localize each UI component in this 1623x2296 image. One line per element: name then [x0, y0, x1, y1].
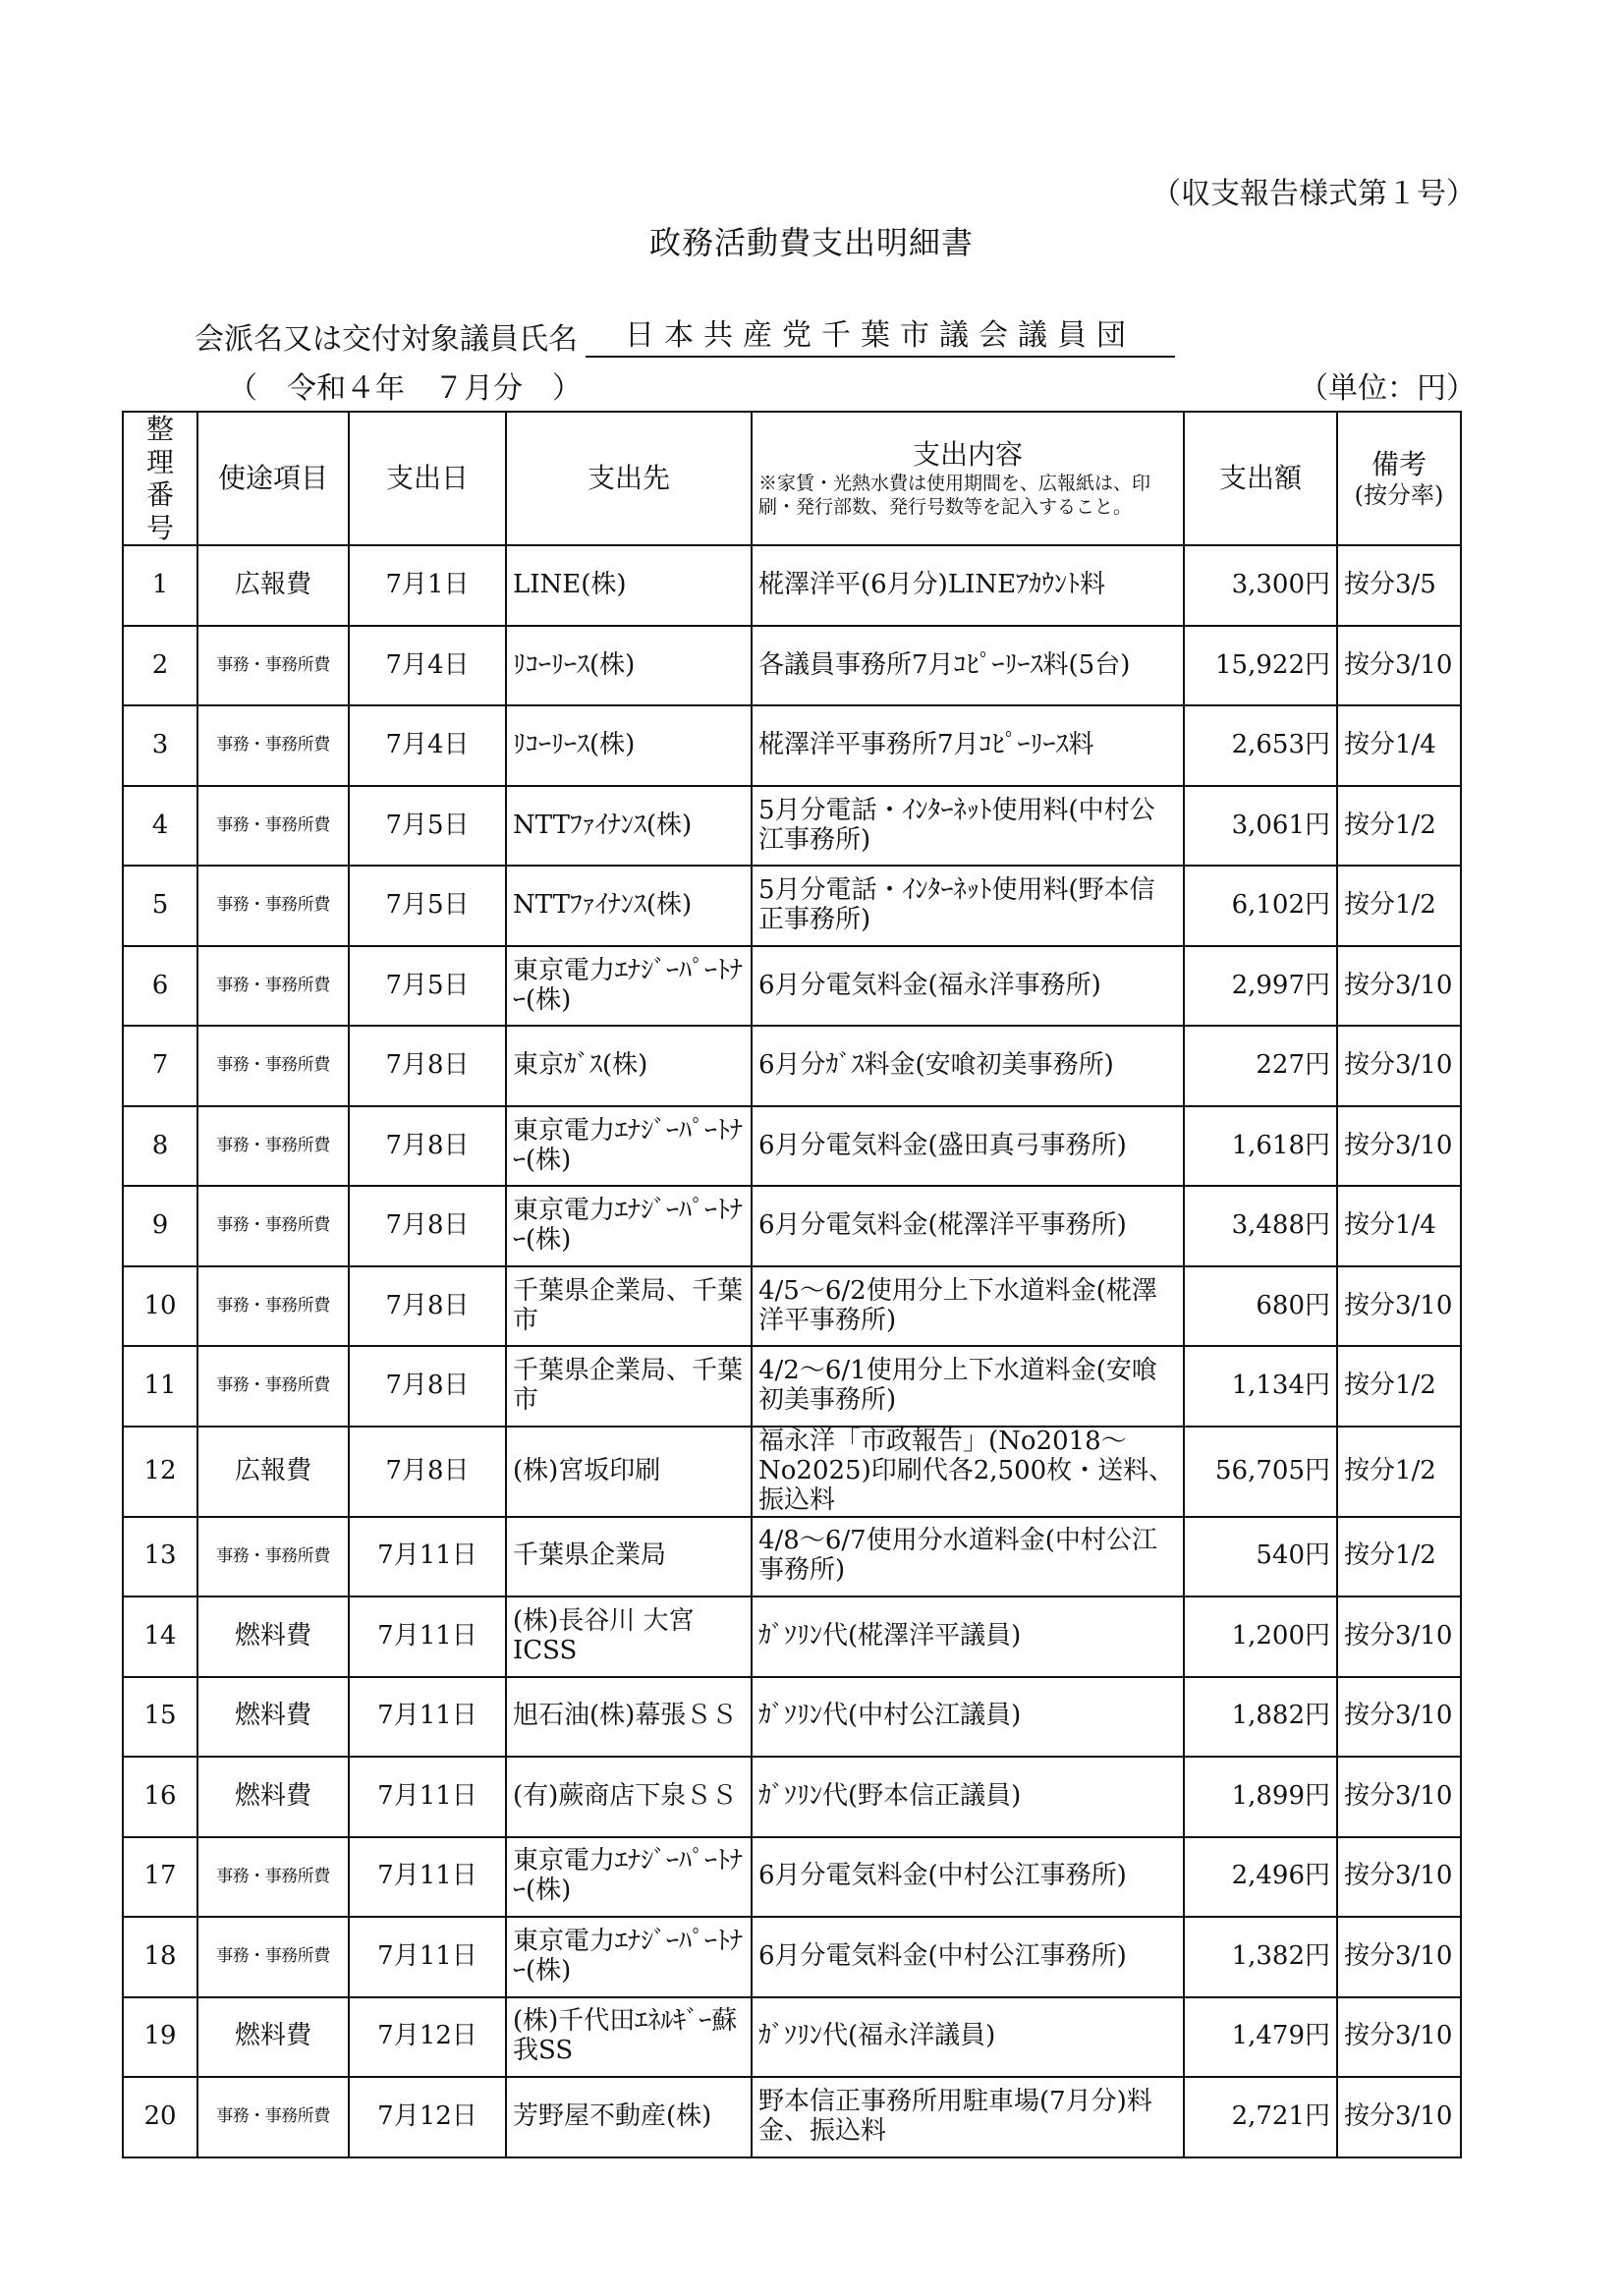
usage-item: 事務・事務所費 [197, 1106, 349, 1187]
payee: 芳野屋不動産(株) [506, 2077, 752, 2157]
usage-item: 燃料費 [197, 1997, 349, 2078]
expense-date: 7月5日 [349, 866, 506, 946]
row-number: 15 [123, 1677, 197, 1758]
expense-amount: 2,721円 [1184, 2077, 1337, 2157]
currency-unit: （単位：円） [1299, 371, 1476, 406]
row-number: 17 [123, 1837, 197, 1918]
expense-date: 7月11日 [349, 1917, 506, 1997]
expense-date: 7月8日 [349, 1106, 506, 1187]
table-row [123, 1427, 1461, 1517]
row-number: 2 [123, 626, 197, 706]
expense-date: 7月8日 [349, 1026, 506, 1106]
allocation-ratio: 按分3/10 [1337, 1917, 1461, 1997]
allocation-ratio: 按分3/10 [1337, 1596, 1461, 1677]
table-row [123, 1757, 1461, 1837]
table-row [123, 1997, 1461, 2078]
expense-amount: 1,882円 [1184, 1677, 1337, 1758]
table-row [123, 1677, 1461, 1758]
expense-amount: 227円 [1184, 1026, 1337, 1106]
row-number: 8 [123, 1106, 197, 1187]
usage-item: 事務・事務所費 [197, 946, 349, 1027]
row-number: 14 [123, 1596, 197, 1677]
table-row [123, 1917, 1461, 1997]
expense-date: 7月5日 [349, 786, 506, 867]
expense-amount: 2,997円 [1184, 946, 1337, 1027]
header-payee: 支出先 [506, 412, 752, 545]
usage-item: 事務・事務所費 [197, 2077, 349, 2157]
expense-date: 7月11日 [349, 1837, 506, 1918]
expense-amount: 56,705円 [1184, 1427, 1337, 1517]
allocation-ratio: 按分3/10 [1337, 946, 1461, 1027]
usage-item: 事務・事務所費 [197, 1026, 349, 1106]
usage-item: 事務・事務所費 [197, 1346, 349, 1427]
payee: 東京電力ｴﾅｼﾞｰﾊﾟｰﾄﾅｰ(株) [506, 946, 752, 1027]
table-row [123, 1266, 1461, 1347]
usage-item: 事務・事務所費 [197, 1837, 349, 1918]
expense-content: 6月分電気料金(中村公江事務所) [752, 1917, 1184, 1997]
expense-content: 6月分電気料金(中村公江事務所) [752, 1837, 1184, 1918]
table-row [123, 545, 1461, 626]
group-name: 日本共産党千葉市議会議員団 [586, 310, 1175, 358]
header-row [123, 412, 1461, 545]
row-number: 13 [123, 1517, 197, 1597]
payee: 東京電力ｴﾅｼﾞｰﾊﾟｰﾄﾅｰ(株) [506, 1837, 752, 1918]
allocation-ratio: 按分1/2 [1337, 1346, 1461, 1427]
row-number: 12 [123, 1427, 197, 1517]
usage-item: 事務・事務所費 [197, 705, 349, 786]
expense-amount: 1,479円 [1184, 1997, 1337, 2078]
expense-amount: 3,300円 [1184, 545, 1337, 626]
allocation-ratio: 按分1/2 [1337, 866, 1461, 946]
row-number: 19 [123, 1997, 197, 2078]
header-remark [1337, 412, 1461, 545]
row-number: 7 [123, 1026, 197, 1106]
header-remark-label: 備考 [1371, 447, 1427, 480]
row-number: 20 [123, 2077, 197, 2157]
allocation-ratio: 按分1/2 [1337, 786, 1461, 867]
expense-date: 7月11日 [349, 1517, 506, 1597]
usage-item: 広報費 [197, 545, 349, 626]
expense-amount: 1,382円 [1184, 1917, 1337, 1997]
expense-content: 6月分ｶﾞｽ料金(安喰初美事務所) [752, 1026, 1184, 1106]
expense-rows [123, 545, 1461, 2156]
usage-item: 事務・事務所費 [197, 626, 349, 706]
row-number: 3 [123, 705, 197, 786]
expense-content: 4/8～6/7使用分水道料金(中村公江事務所) [752, 1517, 1184, 1597]
allocation-ratio: 按分3/10 [1337, 2077, 1461, 2157]
expense-content: ｶﾞｿﾘﾝ代(中村公江議員) [752, 1677, 1184, 1758]
expense-content: 5月分電話・ｲﾝﾀｰﾈｯﾄ使用料(中村公江事務所) [752, 786, 1184, 867]
expense-date: 7月12日 [349, 2077, 506, 2157]
table-row [123, 705, 1461, 786]
header-remark-sub: (按分率) [1354, 480, 1444, 509]
group-line [195, 310, 1175, 358]
usage-item: 事務・事務所費 [197, 866, 349, 946]
expense-date: 7月11日 [349, 1677, 506, 1758]
table-row [123, 1026, 1461, 1106]
expense-content: 福永洋「市政報告」(No2018～No2025)印刷代各2,500枚・送料、振込料 [752, 1427, 1184, 1517]
table-row [123, 1186, 1461, 1266]
usage-item: 広報費 [197, 1427, 349, 1517]
row-number: 18 [123, 1917, 197, 1997]
table-row [123, 1837, 1461, 1918]
expense-date: 7月5日 [349, 946, 506, 1027]
expense-content: 野本信正事務所用駐車場(7月分)料金、振込料 [752, 2077, 1184, 2157]
expense-table [122, 411, 1462, 2158]
table-row [123, 786, 1461, 867]
allocation-ratio: 按分1/4 [1337, 1186, 1461, 1266]
expense-date: 7月8日 [349, 1266, 506, 1347]
payee: (有)蕨商店下泉ＳＳ [506, 1757, 752, 1837]
expense-content: 5月分電話・ｲﾝﾀｰﾈｯﾄ使用料(野本信正事務所) [752, 866, 1184, 946]
expense-amount: 3,061円 [1184, 786, 1337, 867]
expense-amount: 1,618円 [1184, 1106, 1337, 1187]
allocation-ratio: 按分3/10 [1337, 626, 1461, 706]
header-content-label: 支出内容 [912, 437, 1023, 471]
payee: NTTﾌｧｲﾅﾝｽ(株) [506, 866, 752, 946]
expense-content: 4/2～6/1使用分上下水道料金(安喰初美事務所) [752, 1346, 1184, 1427]
expense-date: 7月8日 [349, 1427, 506, 1517]
allocation-ratio: 按分1/4 [1337, 705, 1461, 786]
expense-amount: 1,200円 [1184, 1596, 1337, 1677]
expense-content: 4/5～6/2使用分上下水道料金(椛澤洋平事務所) [752, 1266, 1184, 1347]
payee: 東京電力ｴﾅｼﾞｰﾊﾟｰﾄﾅｰ(株) [506, 1106, 752, 1187]
payee: 東京ｶﾞｽ(株) [506, 1026, 752, 1106]
header-amount: 支出額 [1184, 412, 1337, 545]
row-number: 4 [123, 786, 197, 867]
expense-content: 椛澤洋平(6月分)LINEｱｶｳﾝﾄ料 [752, 545, 1184, 626]
payee: 千葉県企業局、千葉市 [506, 1266, 752, 1347]
payee: ﾘｺｰﾘｰｽ(株) [506, 705, 752, 786]
expense-amount: 1,899円 [1184, 1757, 1337, 1837]
expense-content: ｶﾞｿﾘﾝ代(野本信正議員) [752, 1757, 1184, 1837]
usage-item: 事務・事務所費 [197, 1517, 349, 1597]
usage-item: 燃料費 [197, 1596, 349, 1677]
allocation-ratio: 按分3/10 [1337, 1106, 1461, 1187]
table-row [123, 866, 1461, 946]
usage-item: 燃料費 [197, 1677, 349, 1758]
payee: ﾘｺｰﾘｰｽ(株) [506, 626, 752, 706]
expense-content: 椛澤洋平事務所7月ｺﾋﾟｰﾘｰｽ料 [752, 705, 1184, 786]
usage-item: 事務・事務所費 [197, 1186, 349, 1266]
expense-date: 7月4日 [349, 705, 506, 786]
allocation-ratio: 按分3/10 [1337, 1266, 1461, 1347]
document-title: 政務活動費支出明細書 [648, 224, 974, 261]
allocation-ratio: 按分3/10 [1337, 1757, 1461, 1837]
row-number: 10 [123, 1266, 197, 1347]
row-number: 9 [123, 1186, 197, 1266]
expense-date: 7月11日 [349, 1596, 506, 1677]
expense-amount: 3,488円 [1184, 1186, 1337, 1266]
expense-amount: 2,653円 [1184, 705, 1337, 786]
payee: 千葉県企業局 [506, 1517, 752, 1597]
payee: 東京電力ｴﾅｼﾞｰﾊﾟｰﾄﾅｰ(株) [506, 1186, 752, 1266]
table-row [123, 1517, 1461, 1597]
expense-date: 7月12日 [349, 1997, 506, 2078]
expense-content: 各議員事務所7月ｺﾋﾟｰﾘｰｽ料(5台) [752, 626, 1184, 706]
payee: LINE(株) [506, 545, 752, 626]
allocation-ratio: 按分3/10 [1337, 1997, 1461, 2078]
payee: 旭石油(株)幕張ＳＳ [506, 1677, 752, 1758]
usage-item: 事務・事務所費 [197, 1917, 349, 1997]
expense-amount: 680円 [1184, 1266, 1337, 1347]
report-period: （ 令和４年 ７月分 ） [228, 371, 582, 406]
table-row [123, 1106, 1461, 1187]
expense-content: 6月分電気料金(盛田真弓事務所) [752, 1106, 1184, 1187]
expense-date: 7月4日 [349, 626, 506, 706]
expense-content: ｶﾞｿﾘﾝ代(福永洋議員) [752, 1997, 1184, 2078]
header-no: 整理番号 [123, 412, 197, 545]
table-row [123, 946, 1461, 1027]
row-number: 1 [123, 545, 197, 626]
expense-content: ｶﾞｿﾘﾝ代(椛澤洋平議員) [752, 1596, 1184, 1677]
row-number: 6 [123, 946, 197, 1027]
table-row [123, 626, 1461, 706]
usage-item: 事務・事務所費 [197, 1266, 349, 1347]
row-number: 11 [123, 1346, 197, 1427]
header-item: 使途項目 [197, 412, 349, 545]
expense-date: 7月11日 [349, 1757, 506, 1837]
header-date: 支出日 [349, 412, 506, 545]
usage-item: 事務・事務所費 [197, 786, 349, 867]
row-number: 16 [123, 1757, 197, 1837]
header-content-note: ※家賃・光熱水費は使用期間を、広報紙は、印刷・発行部数、発行号数等を記入すること。 [758, 473, 1151, 518]
allocation-ratio: 按分1/2 [1337, 1517, 1461, 1597]
expense-amount: 6,102円 [1184, 866, 1337, 946]
group-label: 会派名又は交付対象議員氏名 [195, 322, 578, 357]
expense-amount: 540円 [1184, 1517, 1337, 1597]
table-row [123, 1596, 1461, 1677]
payee: (株)宮坂印刷 [506, 1427, 752, 1517]
expense-date: 7月8日 [349, 1346, 506, 1427]
usage-item: 燃料費 [197, 1757, 349, 1837]
allocation-ratio: 按分3/10 [1337, 1026, 1461, 1106]
expense-content: 6月分電気料金(椛澤洋平事務所) [752, 1186, 1184, 1266]
allocation-ratio: 按分3/5 [1337, 545, 1461, 626]
payee: (株)千代田ｴﾈﾙｷﾞｰ蘇我SS [506, 1997, 752, 2078]
header-content [752, 412, 1184, 545]
row-number: 5 [123, 866, 197, 946]
form-number: （収支報告様式第１号） [1151, 177, 1476, 211]
expense-date: 7月1日 [349, 545, 506, 626]
allocation-ratio: 按分3/10 [1337, 1677, 1461, 1758]
payee: 千葉県企業局、千葉市 [506, 1346, 752, 1427]
expense-amount: 15,922円 [1184, 626, 1337, 706]
allocation-ratio: 按分3/10 [1337, 1837, 1461, 1918]
expense-content: 6月分電気料金(福永洋事務所) [752, 946, 1184, 1027]
payee: (株)長谷川 大宮ICSS [506, 1596, 752, 1677]
payee: 東京電力ｴﾅｼﾞｰﾊﾟｰﾄﾅｰ(株) [506, 1917, 752, 1997]
expense-amount: 1,134円 [1184, 1346, 1337, 1427]
expense-amount: 2,496円 [1184, 1837, 1337, 1918]
allocation-ratio: 按分1/2 [1337, 1427, 1461, 1517]
expense-date: 7月8日 [349, 1186, 506, 1266]
table-row [123, 1346, 1461, 1427]
table-row [123, 2077, 1461, 2157]
payee: NTTﾌｧｲﾅﾝｽ(株) [506, 786, 752, 867]
